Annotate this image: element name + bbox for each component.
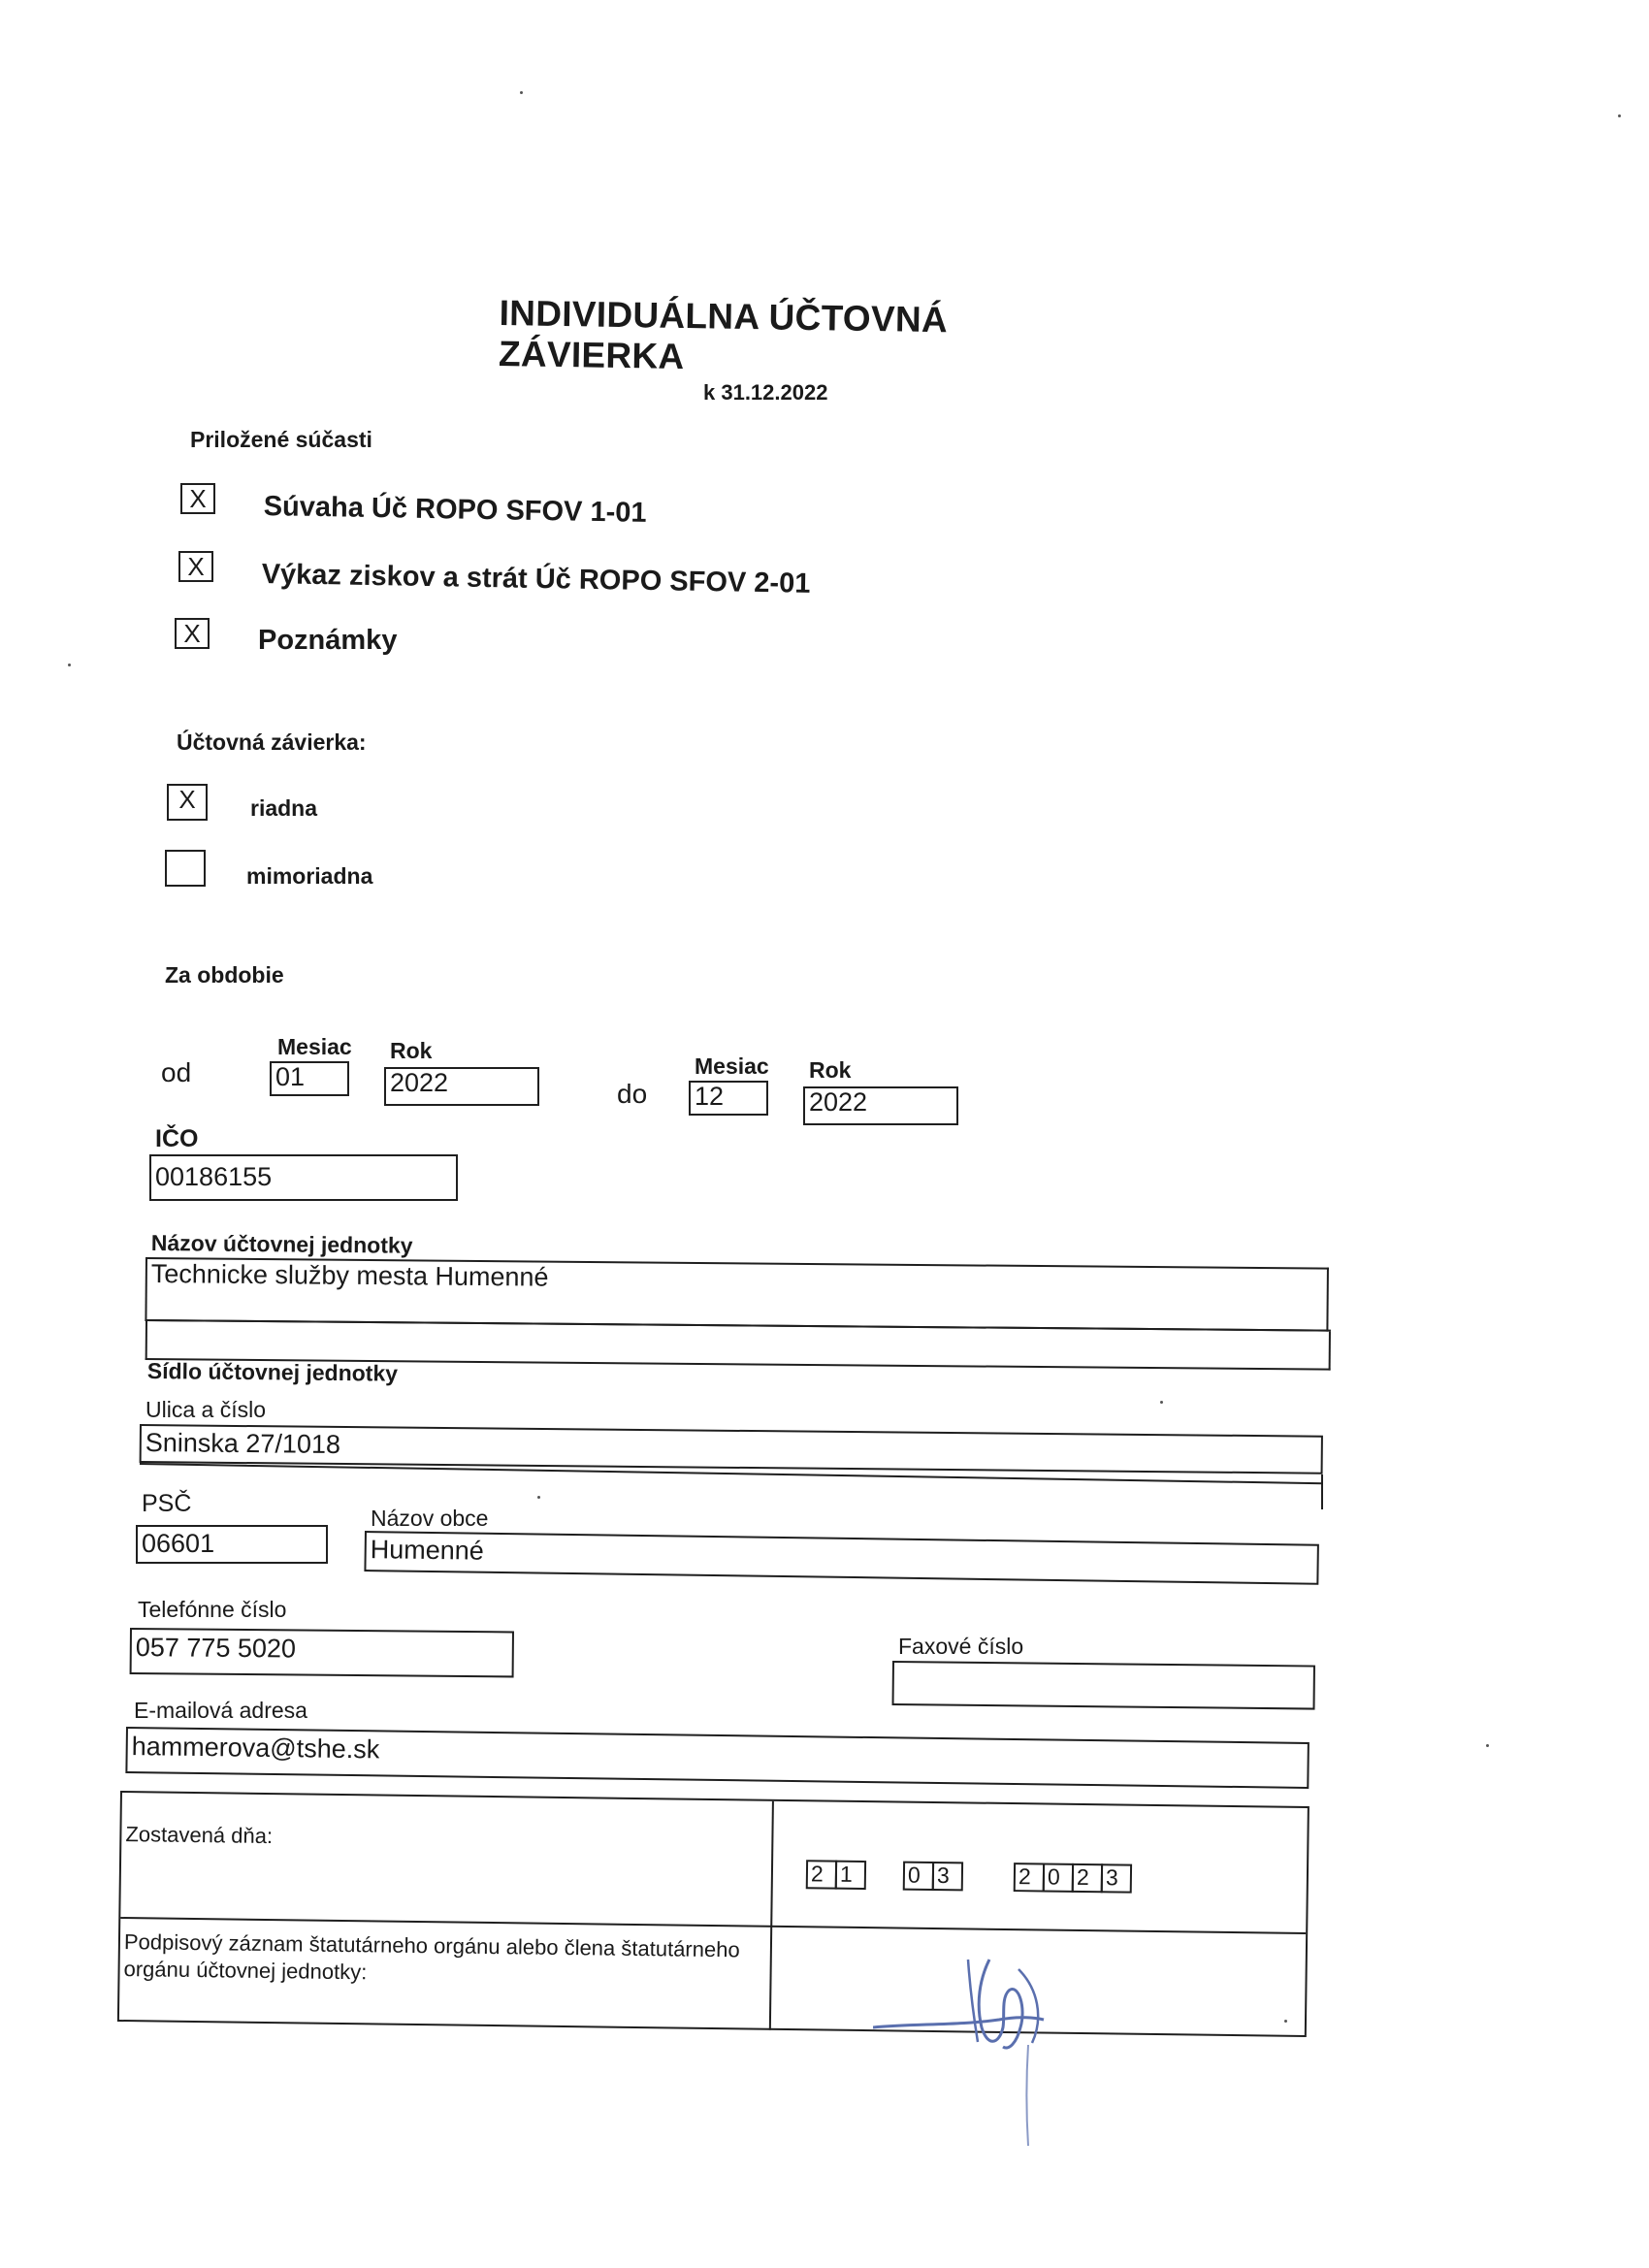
scan-speck [1618, 114, 1621, 117]
closing-type-heading: Účtovná závierka: [177, 729, 367, 755]
city-field[interactable]: Humenné [364, 1531, 1318, 1585]
period-to-month-label: Mesiac [695, 1053, 769, 1079]
period-to-month-field[interactable]: 12 [689, 1081, 768, 1116]
scan-speck [1486, 1744, 1489, 1747]
closing-type-regular-label: riadna [250, 795, 318, 821]
street-field-extension [1321, 1474, 1323, 1509]
signature-label-line2: orgánu účtovnej jednotky: [123, 1957, 368, 1985]
closing-type-extraordinary-checkbox[interactable] [165, 850, 206, 887]
signature-label [123, 1928, 764, 1992]
fax-field[interactable] [892, 1661, 1315, 1710]
phone-label: Telefónne číslo [138, 1597, 287, 1622]
attachment-checkbox-pl[interactable]: X [178, 551, 213, 582]
signature-label-line1: Podpisový záznam štatutárneho orgánu alebo člena štatutárneho [123, 1929, 740, 1962]
scan-speck [68, 664, 71, 666]
compiled-label: Zostavená dňa: [125, 1822, 274, 1849]
attachment-checkbox-balance[interactable]: X [180, 483, 215, 514]
city-label: Názov obce [371, 1506, 489, 1531]
seat-heading: Sídlo účtovnej jednotky [146, 1358, 399, 1386]
period-heading: Za obdobie [165, 962, 284, 988]
entity-name-field[interactable]: Technicke služby mesta Humenné [145, 1257, 1329, 1332]
psc-label: PSČ [142, 1490, 192, 1517]
scan-speck [520, 91, 523, 94]
footer-table [117, 1791, 1310, 2037]
entity-name-label: Názov účtovnej jednotky [150, 1230, 413, 1258]
date-line: k 31.12.2022 [703, 380, 828, 405]
ico-label: IČO [155, 1125, 199, 1152]
compiled-year-digit-4[interactable]: 3 [1101, 1863, 1132, 1893]
period-to-label: do [617, 1079, 648, 1109]
attachment-label-notes: Poznámky [258, 625, 398, 656]
page-title: INDIVIDUÁLNA ÚČTOVNÁ ZÁVIERKA [498, 293, 949, 376]
period-from-year-label: Rok [390, 1038, 433, 1063]
street-field[interactable]: Sninska 27/1018 [140, 1424, 1323, 1474]
ico-field[interactable]: 00186155 [149, 1154, 458, 1201]
attachment-label-balance: Súvaha Úč ROPO SFOV 1-01 [263, 491, 647, 529]
phone-field[interactable]: 057 775 5020 [130, 1628, 514, 1677]
scan-speck [1160, 1401, 1163, 1404]
period-from-month-label: Mesiac [277, 1034, 352, 1059]
attachment-label-pl: Výkaz ziskov a strát Úč ROPO SFOV 2-01 [261, 559, 811, 599]
compiled-day-digit-2[interactable]: 1 [835, 1861, 866, 1890]
footer-table-divider [769, 1801, 774, 2030]
compiled-year-digit-3[interactable]: 2 [1072, 1863, 1103, 1893]
street-label: Ulica a číslo [146, 1397, 266, 1422]
psc-field[interactable]: 06601 [136, 1525, 328, 1564]
email-label: E-mailová adresa [134, 1698, 307, 1723]
period-to-year-field[interactable]: 2022 [803, 1086, 958, 1125]
closing-type-extraordinary-label: mimoriadna [246, 863, 373, 889]
compiled-day-digit-1[interactable]: 2 [806, 1860, 837, 1889]
period-to-year-label: Rok [809, 1057, 852, 1083]
attachments-heading: Priložené súčasti [190, 427, 372, 452]
email-field[interactable]: hammerova@tshe.sk [125, 1727, 1310, 1789]
compiled-month-digit-2[interactable]: 3 [932, 1862, 963, 1891]
compiled-month-digit-1[interactable]: 0 [903, 1862, 934, 1891]
closing-type-regular-checkbox[interactable]: X [167, 784, 208, 821]
fax-label: Faxové číslo [898, 1634, 1024, 1659]
handwritten-signature-icon [873, 1930, 1086, 2154]
scan-speck [537, 1496, 540, 1499]
compiled-year-digit-1[interactable]: 2 [1014, 1863, 1045, 1892]
period-from-month-field[interactable]: 01 [270, 1061, 349, 1096]
attachment-checkbox-notes[interactable]: X [175, 618, 210, 649]
period-from-year-field[interactable]: 2022 [384, 1067, 539, 1106]
compiled-year-digit-2[interactable]: 0 [1043, 1863, 1074, 1892]
period-from-label: od [161, 1057, 192, 1087]
scan-speck [1284, 2020, 1287, 2023]
